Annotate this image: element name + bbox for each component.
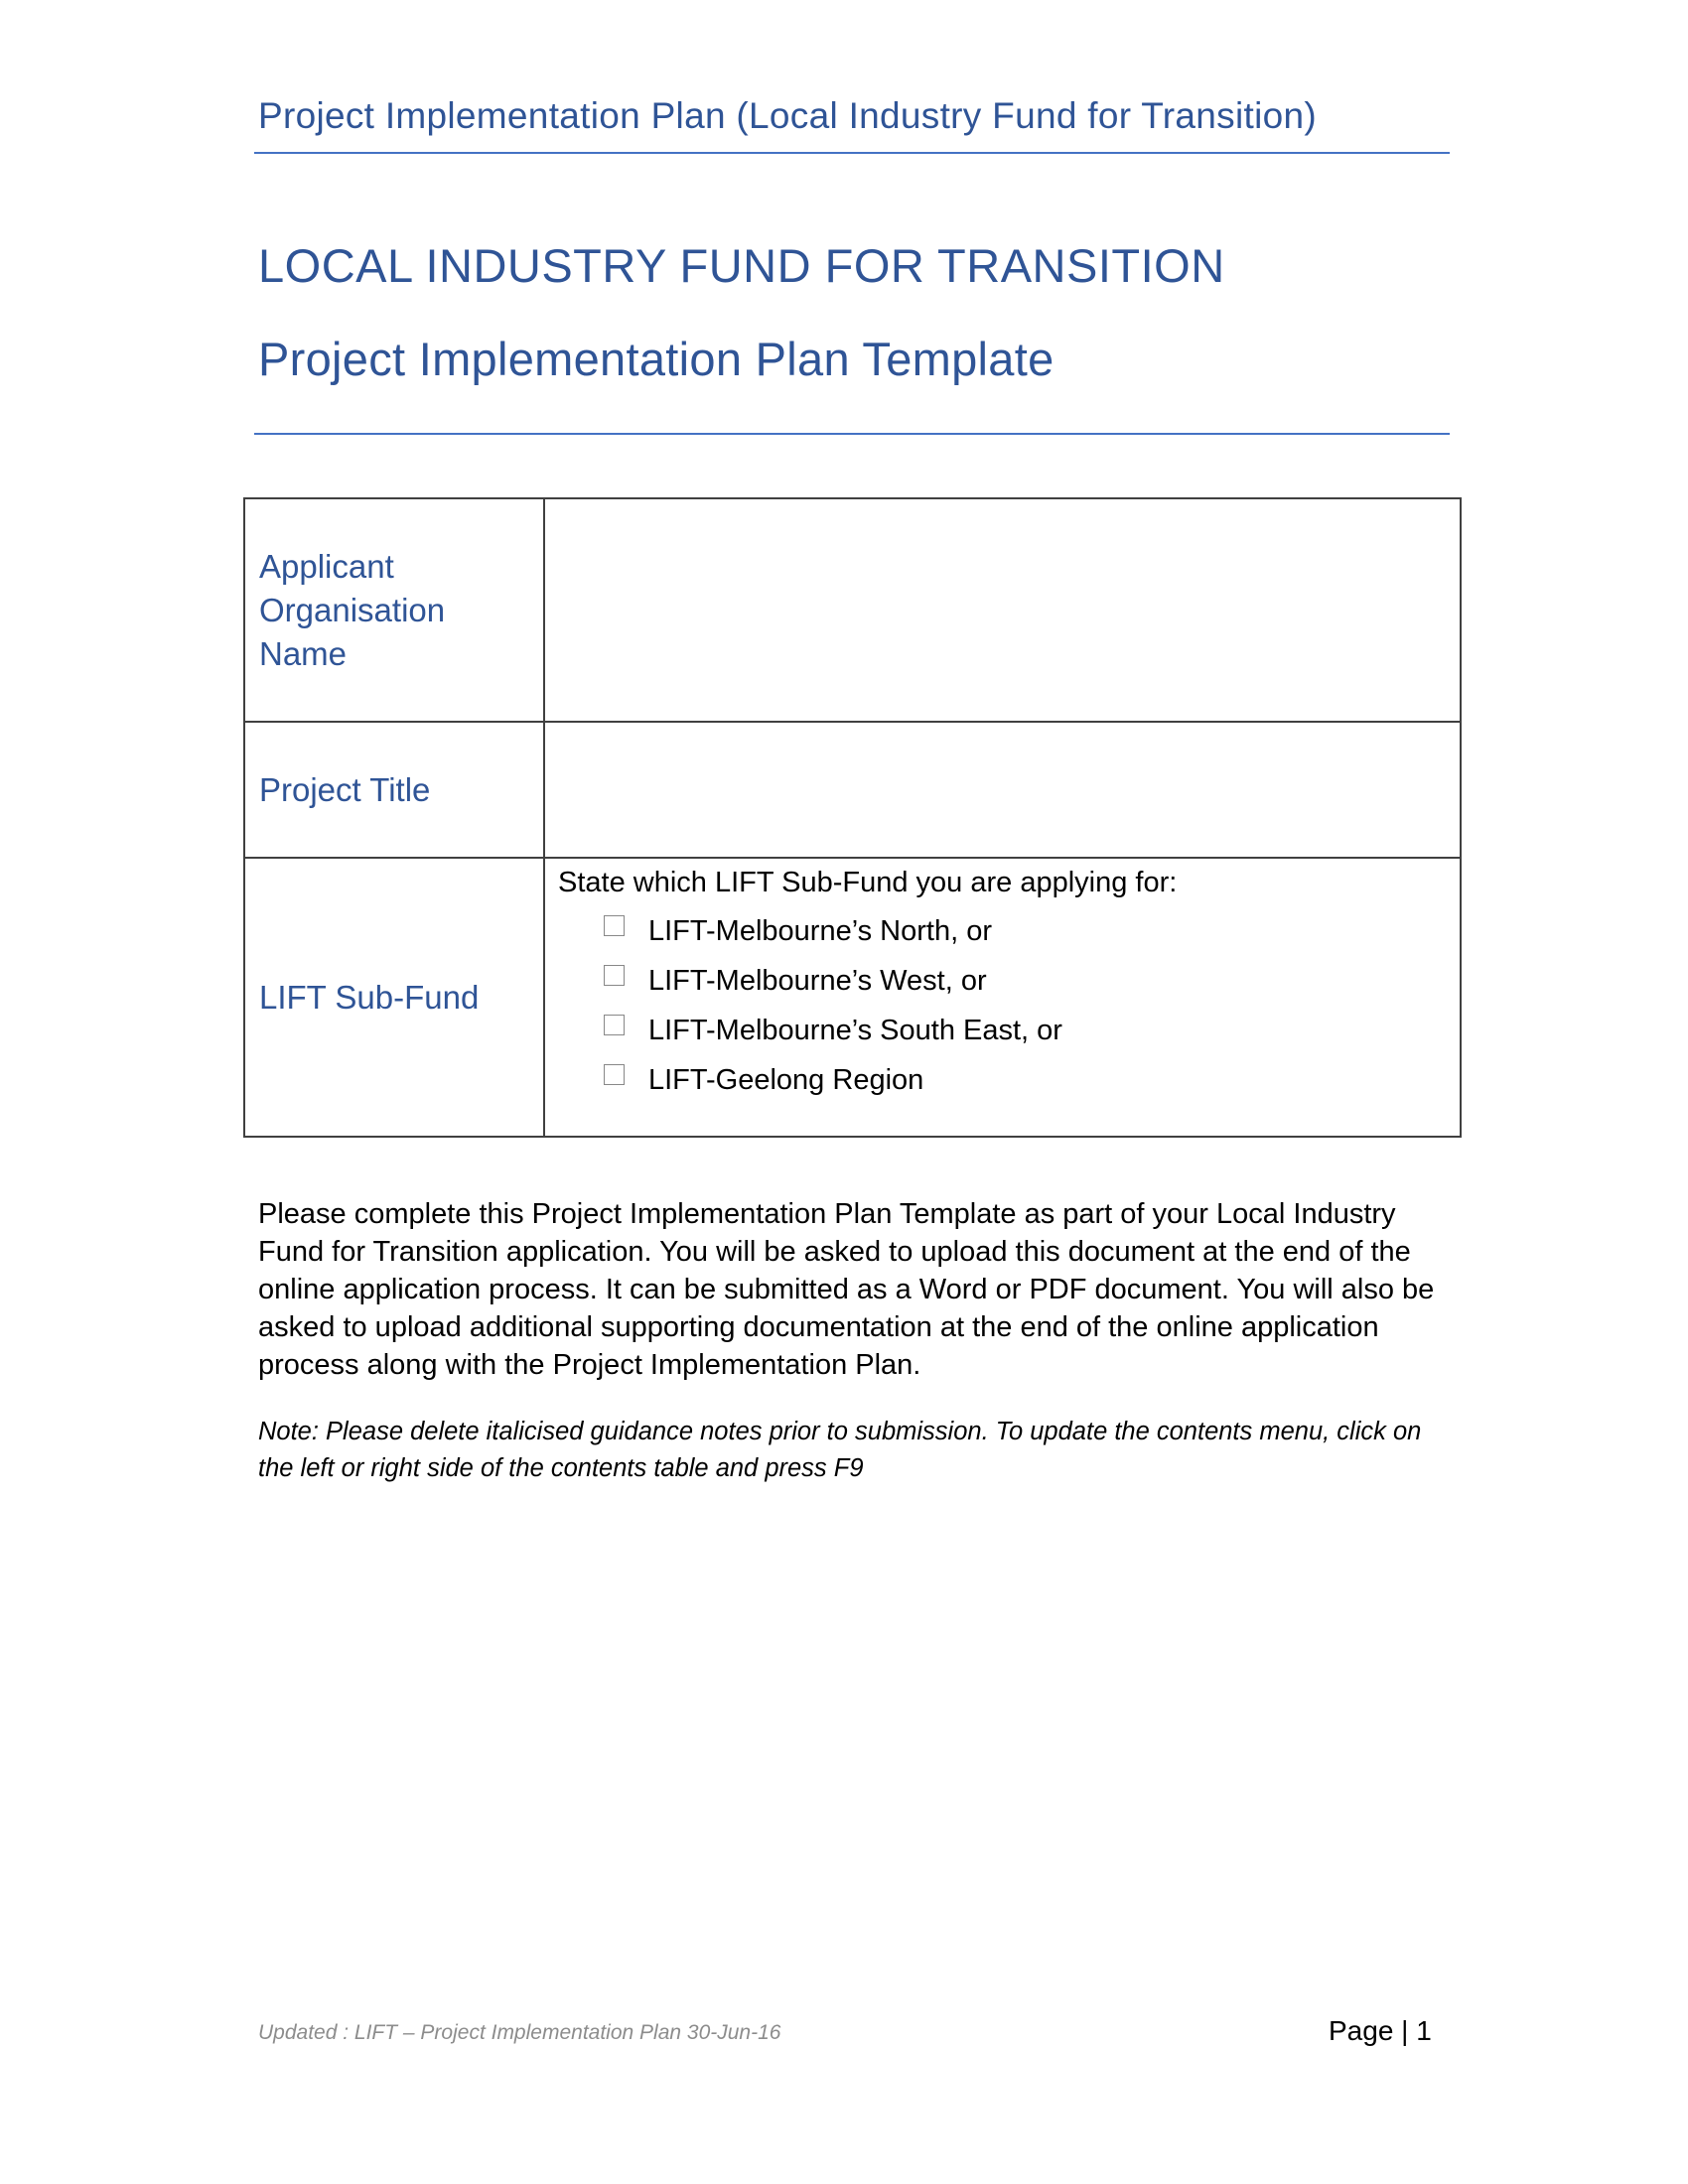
checkbox-north[interactable] — [604, 915, 625, 936]
subfund-option-south-east — [604, 1006, 1446, 1055]
page-number: Page | 1 — [1329, 2015, 1432, 2046]
subfund-option-west — [604, 956, 1446, 1006]
guidance-note: Note: Please delete italicised guidance notes prior to submission. To update the contents menu, click on the left or right side of the contents table and press F9 — [258, 1418, 1422, 1482]
option-label: LIFT-Geelong Region — [648, 1064, 924, 1096]
option-label: LIFT-Melbourne’s West, or — [648, 965, 987, 997]
applicant-name-field[interactable] — [544, 498, 1461, 722]
table-row — [244, 722, 1461, 858]
table-row — [244, 498, 1461, 722]
option-label: LIFT-Melbourne’s North, or — [648, 915, 992, 947]
option-label: LIFT-Melbourne’s South East, or — [648, 1015, 1062, 1046]
subfund-prompt: State which LIFT Sub-Fund you are applying for: — [558, 867, 1178, 898]
footer-updated: Updated : LIFT – Project Implementation Plan 30-Jun-16 — [258, 2021, 781, 2044]
instructions-paragraph: Please complete this Project Implementation Plan Template as part of your Local Industry Fund for Transition application. You will be asked to upload this document at the end of the online application process. It can be submitted as a Word or PDF document. You will also be asked to upload additional supporting documentation at the end of the online application process along with the Project Implementation Plan. — [258, 1198, 1435, 1381]
title-rule — [254, 433, 1450, 435]
document-subtitle: Project Implementation Plan Template — [258, 333, 1055, 385]
running-header: Project Implementation Plan (Local Industry Fund for Transition) — [258, 95, 1317, 136]
applicant-info-table — [243, 497, 1462, 1138]
subfund-label: LIFT Sub-Fund — [244, 858, 544, 1137]
project-title-field[interactable] — [544, 722, 1461, 858]
subfund-cell — [544, 858, 1461, 1137]
subfund-option-north — [604, 906, 1446, 956]
checkbox-south-east[interactable] — [604, 1015, 625, 1035]
subfund-options — [558, 906, 1446, 1105]
table-row — [244, 858, 1461, 1137]
checkbox-west[interactable] — [604, 965, 625, 986]
header-rule — [254, 152, 1450, 154]
project-title-label: Project Title — [244, 722, 544, 858]
document-title: LOCAL INDUSTRY FUND FOR TRANSITION — [258, 239, 1225, 292]
subfund-option-geelong — [604, 1055, 1446, 1105]
checkbox-geelong[interactable] — [604, 1064, 625, 1085]
applicant-name-label: Applicant Organisation Name — [244, 498, 544, 722]
